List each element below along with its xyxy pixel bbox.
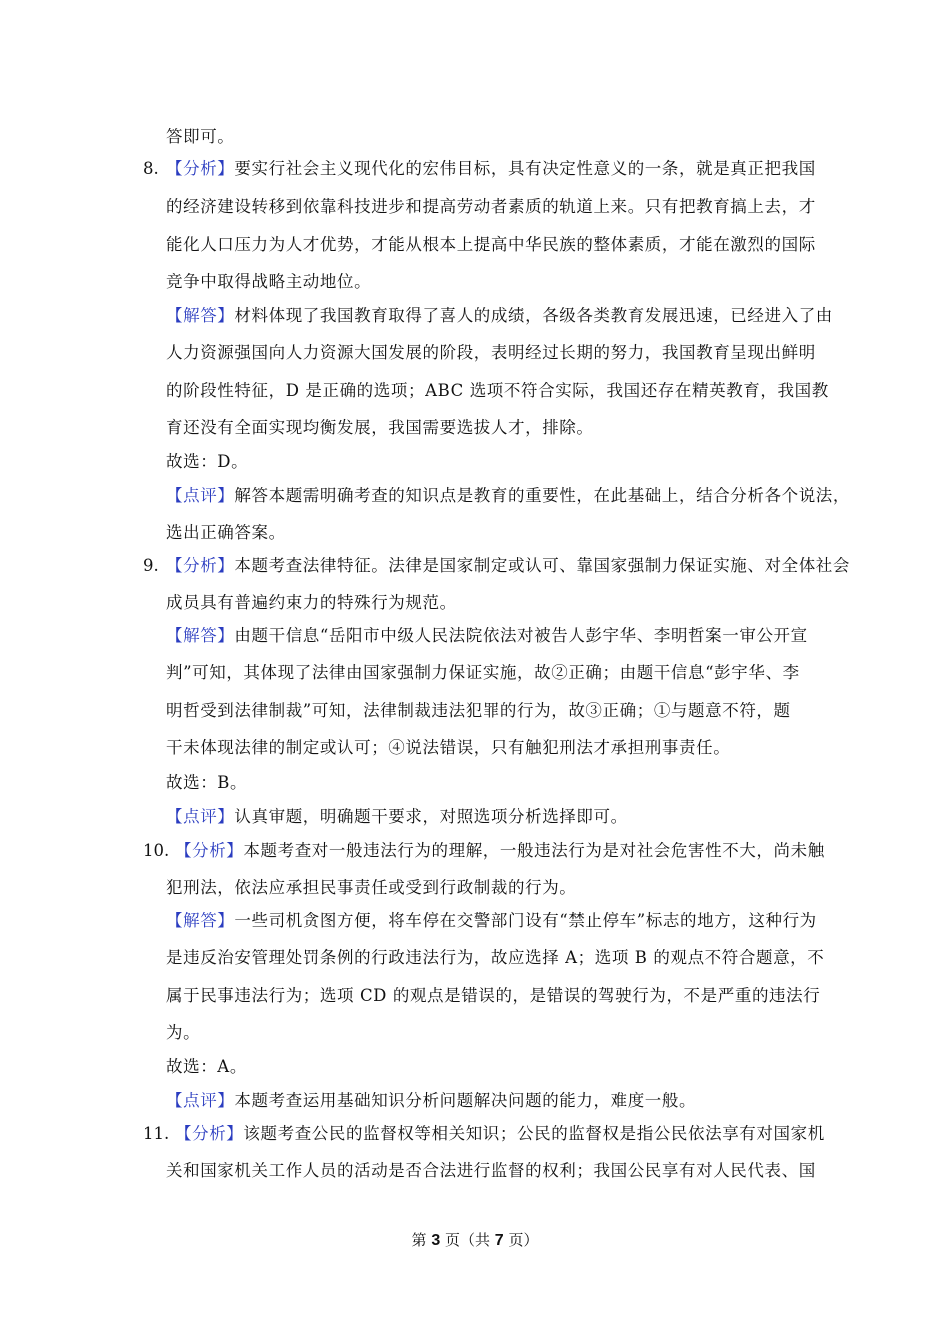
- q8-analysis-line: 竞争中取得战略主动地位。: [166, 272, 372, 291]
- q7-tail: 答即可。: [166, 127, 235, 146]
- q10-answer-line: 【解答】一些司机贪图方便，将车停在交警部门设有“禁止停车”标志的地方，这种行为: [166, 911, 817, 930]
- q8-answer-line: 【解答】材料体现了我国教育取得了喜人的成绩，各级各类教育发展迅速，已经进入了由: [166, 306, 833, 325]
- q10-answer-line: 是违反治安管理处罚条例的行政违法行为，故应选择 A；选项 B 的观点不符合题意，不: [166, 948, 825, 967]
- q8-analysis-line: 的经济建设转移到依靠科技进步和提高劳动者素质的轨道上来。只有把教育搞上去，才: [166, 197, 816, 216]
- answer-tag: 【解答】: [166, 911, 235, 930]
- question-number: 9.: [143, 556, 159, 575]
- q9-answer-line: 判”可知，其体现了法律由国家强制力保证实施，故②正确；由题干信息“彭宇华、李: [166, 663, 800, 682]
- q9-analysis-line: 成员具有普遍约束力的特殊行为规范。: [166, 593, 457, 612]
- page-footer: 第 3 页（共 7 页）: [411, 1231, 539, 1249]
- answer-tag: 【解答】: [166, 626, 235, 645]
- q9-answer-line: 【解答】由题干信息“岳阳市中级人民法院依法对被告人彭宇华、李明哲案一审公开宣: [166, 626, 808, 645]
- analysis-tag: 【分析】: [166, 159, 235, 178]
- q10-answer-line: 为。: [166, 1023, 201, 1042]
- comment-tag: 【点评】: [166, 1091, 235, 1110]
- q8-answer-line: 人力资源强国向人力资源大国发展的阶段，表明经过长期的努力，我国教育呈现出鲜明: [166, 343, 816, 362]
- question-number: 10.: [143, 841, 170, 860]
- page-number: 3: [431, 1232, 441, 1249]
- q8-comment-line: 【点评】解答本题需明确考查的知识点是教育的重要性，在此基础上，结合分析各个说法，: [166, 486, 851, 505]
- q8-choice: 故选：D。: [166, 452, 249, 471]
- q9-answer-line: 明哲受到法律制裁”可知，法律制裁违法犯罪的行为，故③正确；①与题意不符，题: [166, 701, 791, 720]
- q10-answer-line: 属于民事违法行为；选项 CD 的观点是错误的，是错误的驾驶行为，不是严重的违法行: [166, 986, 821, 1005]
- q11-analysis-line: 关和国家机关工作人员的活动是否合法进行监督的权利；我国公民享有对人民代表、国: [166, 1161, 816, 1180]
- q8-comment-line: 选出正确答案。: [166, 523, 286, 542]
- q8-analysis-line: 【分析】要实行社会主义现代化的宏伟目标，具有决定性意义的一条，就是真正把我国: [166, 159, 816, 178]
- total-pages: 7: [494, 1232, 504, 1249]
- q9-choice: 故选：B。: [166, 773, 248, 792]
- analysis-tag: 【分析】: [175, 841, 244, 860]
- comment-tag: 【点评】: [166, 486, 235, 505]
- analysis-tag: 【分析】: [166, 556, 235, 575]
- q9-analysis-line: 【分析】本题考查法律特征。法律是国家制定或认可、靠国家强制力保证实施、对全体社会: [166, 556, 851, 575]
- q9-comment-line: 【点评】认真审题，明确题干要求，对照选项分析选择即可。: [166, 807, 628, 826]
- q10-analysis-line: 【分析】本题考查对一般违法行为的理解，一般违法行为是对社会危害性不大，尚未触: [175, 841, 825, 860]
- q9-answer-line: 干未体现法律的制定或认可；④说法错误，只有触犯刑法才承担刑事责任。: [166, 738, 731, 757]
- comment-tag: 【点评】: [166, 807, 235, 826]
- answer-tag: 【解答】: [166, 306, 235, 325]
- q8-answer-line: 的阶段性特征，D 是正确的选项；ABC 选项不符合实际，我国还存在精英教育，我国教: [166, 381, 829, 400]
- q10-choice: 故选：A。: [166, 1057, 247, 1076]
- q8-answer-line: 育还没有全面实现均衡发展，我国需要选拔人才，排除。: [166, 418, 594, 437]
- question-number: 8.: [143, 159, 159, 178]
- q10-analysis-line: 犯刑法，依法应承担民事责任或受到行政制裁的行为。: [166, 878, 577, 897]
- q8-analysis-line: 能化人口压力为人才优势，才能从根本上提高中华民族的整体素质，才能在激烈的国际: [166, 235, 816, 254]
- question-number: 11.: [143, 1124, 170, 1143]
- q11-analysis-line: 【分析】该题考查公民的监督权等相关知识；公民的监督权是指公民依法享有对国家机: [175, 1124, 825, 1143]
- analysis-tag: 【分析】: [175, 1124, 244, 1143]
- q10-comment-line: 【点评】本题考查运用基础知识分析问题解决问题的能力，难度一般。: [166, 1091, 697, 1110]
